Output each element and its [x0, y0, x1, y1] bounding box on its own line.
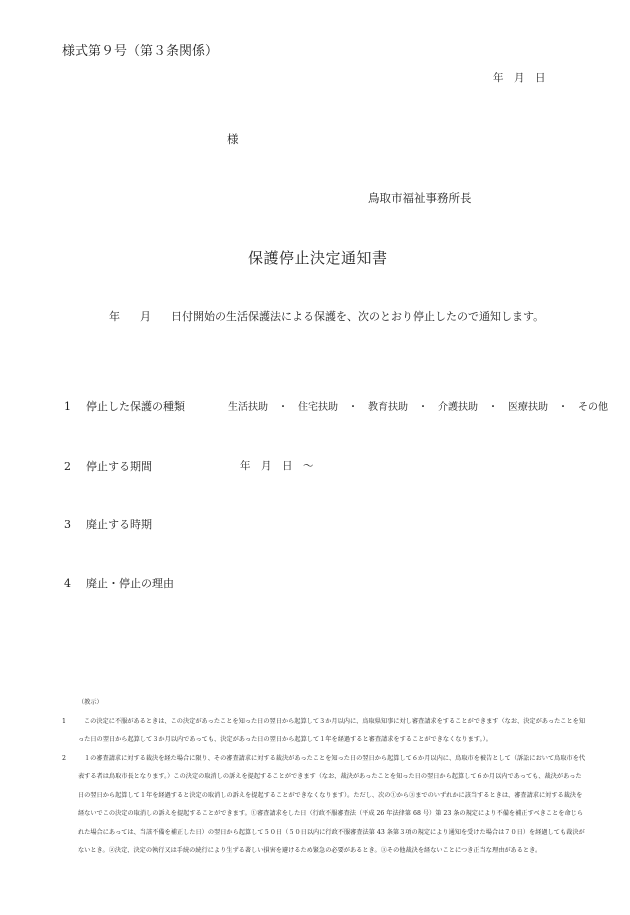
- assistance-type-options: 生活扶助 ・ 住宅扶助 ・ 教育扶助 ・ 介護扶助 ・ 医療扶助 ・ その他: [228, 402, 608, 413]
- document-title: 保護停止決定通知書: [248, 249, 388, 267]
- item-4: [64, 575, 174, 591]
- body-paragraph: [109, 308, 544, 324]
- note-entry: [62, 713, 587, 750]
- note-text: １の審査請求に対する裁決を経た場合に限り、その審査請求に対する裁決があったことを知った日の翌日から起算して６か月以内に、鳥取市を被告として（訴訟において鳥取市を代表する者は鳥取市長となります。）この決定の取消しの訴えを提起することができます（なお、裁決があったことを知った日の翌日から起算して６か月以内であっても、裁決があった日の翌日から起算して１年を経過すると決定の取消しの訴えを提起することができなくなります）。ただし、次の①から③までのいずれかに該当するときは、審査請求に対する裁決を経ないでこの決定の取消しの訴えを提起することができます。①審査請求をした日（行政不服審査法（平成 26 年法律第 68 号）第 23 条の規定により不備を補正すべきことを命じられた場合にあっては、当該不備を補正した日）の翌日から起算して５０日（５０日以内に行政不服審査法第 43 条第３項の規定により通知を受けた場合は７０日）を経過しても裁決がないとき。②決定、決定の執行又は手続の続行により生ずる著しい損害を避けるため緊急の必要があるとき。③その他裁決を経ないことにつき正当な理由があるとき。: [78, 754, 586, 854]
- item-number: 3: [64, 518, 71, 531]
- item-2: [64, 458, 152, 474]
- note-number: 2: [62, 754, 66, 762]
- item-1: [64, 398, 185, 414]
- body-rest: 日付開始の生活保護法による保護を、次のとおり停止したので通知します。: [171, 310, 545, 323]
- date-line: 年 月 日: [493, 72, 546, 84]
- item-number: 1: [64, 400, 71, 413]
- form-number: 様式第９号（第３条関係）: [62, 44, 219, 59]
- item-label: 廃止・停止の理由: [86, 577, 174, 590]
- notes-heading: （教示）: [78, 699, 103, 706]
- item-label: 廃止する時期: [86, 518, 152, 531]
- item-number: 2: [64, 460, 71, 473]
- item-number: 4: [64, 577, 71, 590]
- item-label: 停止する期間: [86, 460, 152, 473]
- instruction-notes: [62, 694, 587, 861]
- sender-name: 鳥取市福祉事務所長: [368, 191, 472, 205]
- body-year: 年: [109, 310, 120, 323]
- note-entry: [62, 750, 587, 861]
- body-month: 月: [140, 310, 151, 323]
- note-text: この決定に不服があるときは、この決定があったことを知った日の翌日から起算して３か月以内に、鳥取県知事に対し審査請求をすることができます（なお、決定があったことを知った日の翌日から起算して３か月以内であっても、決定があった日の翌日から起算して１年を経過すると審査請求をすることができなくなります。）。: [78, 717, 586, 743]
- addressee-honorific: 様: [227, 132, 239, 146]
- note-number: 1: [62, 717, 66, 725]
- item-label: 停止した保護の種類: [86, 400, 185, 413]
- period-range: 年 月 日 ～: [240, 460, 314, 472]
- item-3: [64, 516, 152, 532]
